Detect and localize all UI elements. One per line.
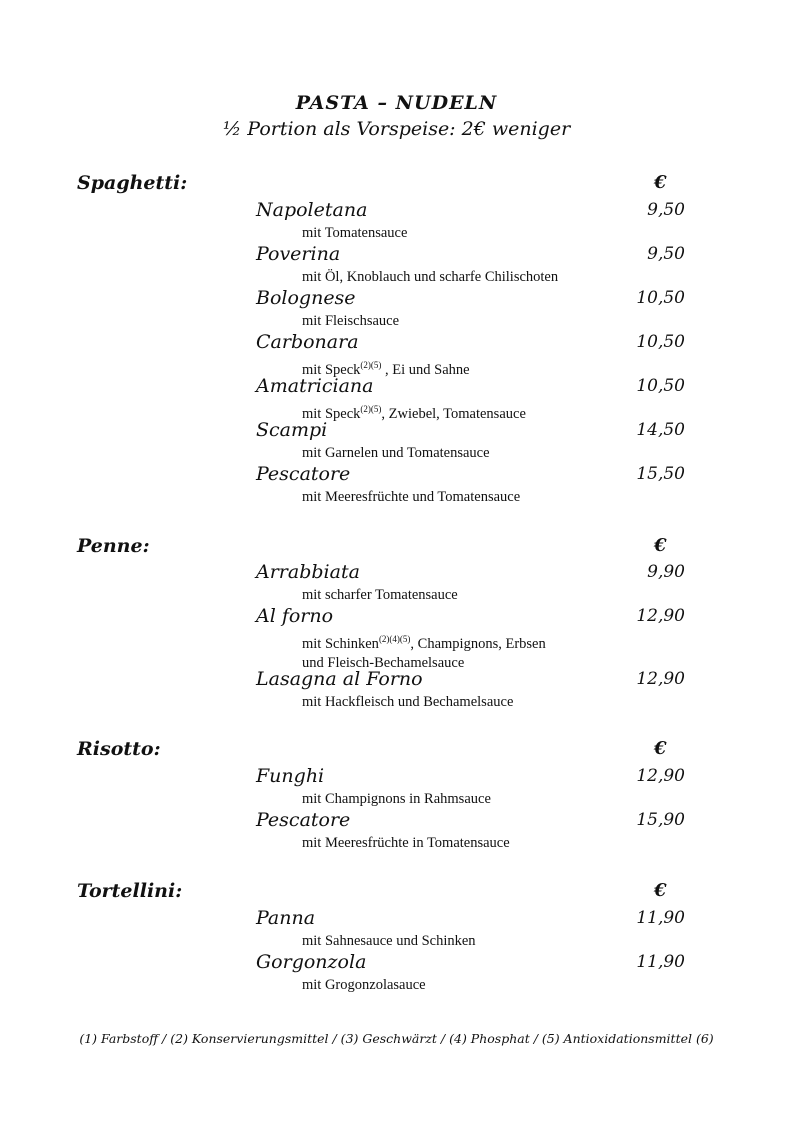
item-price: 10,50: [636, 332, 685, 352]
description-text: mit Garnelen und Tomatensauce: [302, 445, 490, 461]
page-subtitle: ½ Portion als Vorspeise: 2€ weniger: [222, 118, 571, 140]
allergen-codes: (2)(4)(5): [378, 634, 411, 644]
item-description: [302, 312, 622, 331]
description-text: mit Champignons in Rahmsauce: [302, 791, 491, 807]
item-price: 12,90: [636, 606, 685, 626]
item-description: [302, 586, 622, 605]
item-description: [302, 400, 622, 424]
item-price: 15,50: [636, 464, 685, 484]
allergen-codes: (2)(5): [360, 360, 382, 370]
item-name: Panna: [256, 907, 316, 929]
description-text: , Zwiebel, Tomatensauce: [381, 405, 526, 422]
description-text: mit Schinken: [302, 635, 379, 652]
item-description: [302, 976, 622, 995]
section-title: Tortellini:: [77, 880, 183, 902]
currency-symbol: €: [654, 172, 667, 193]
item-name: Bolognese: [256, 287, 356, 309]
allergen-codes: (2)(5): [360, 404, 382, 414]
item-name: Pescatore: [256, 809, 351, 831]
item-price: 11,90: [636, 952, 685, 972]
item-price: 10,50: [636, 288, 685, 308]
item-price: 9,50: [647, 200, 685, 220]
description-text: mit Meeresfrüchte und Tomatensauce: [302, 489, 521, 505]
item-description: [302, 932, 622, 951]
section-title: Spaghetti:: [77, 172, 188, 194]
section-title: Penne:: [77, 535, 150, 557]
description-text: mit scharfer Tomatensauce: [302, 587, 458, 603]
description-text: mit Grogonzolasauce: [302, 977, 426, 993]
description-text: mit Speck: [302, 405, 361, 422]
item-description: [302, 630, 622, 673]
item-price: 9,90: [647, 562, 685, 582]
item-price: 9,50: [647, 244, 685, 264]
allergen-footnote: (1) Farbstoff / (2) Konservierungsmittel / (3) Geschwärzt / (4) Phosphat / (5) Antioxidationsmittel (6): [79, 1031, 714, 1046]
item-name: Napoletana: [256, 199, 368, 221]
description-text: mit Speck: [302, 361, 361, 378]
description-text: mit Fleischsauce: [302, 313, 400, 329]
page-title: PASTA – NUDELN: [295, 92, 498, 114]
item-price: 11,90: [636, 908, 685, 928]
item-name: Carbonara: [256, 331, 359, 353]
description-text: und Fleisch-Bechamelsauce: [302, 654, 465, 671]
description-text: mit Sahnesauce und Schinken: [302, 933, 476, 949]
section-title: Risotto:: [77, 738, 161, 760]
description-text: mit Tomatensauce: [302, 225, 408, 241]
currency-symbol: €: [654, 880, 667, 901]
description-text: , Champignons, Erbsen: [410, 635, 546, 652]
item-price: 12,90: [636, 669, 685, 689]
description-text: mit Öl, Knoblauch und scharfe Chilischoten: [302, 269, 559, 285]
description-text: , Ei und Sahne: [381, 361, 470, 378]
item-description: [302, 790, 622, 809]
item-name: Funghi: [256, 765, 325, 787]
item-name: Al forno: [256, 605, 334, 627]
item-name: Pescatore: [256, 463, 351, 485]
item-price: 10,50: [636, 376, 685, 396]
item-price: 12,90: [636, 766, 685, 786]
description-text: mit Meeresfrüchte in Tomatensauce: [302, 835, 510, 851]
item-name: Amatriciana: [256, 375, 374, 397]
item-name: Arrabbiata: [256, 561, 360, 583]
item-name: Poverina: [256, 243, 341, 265]
item-description: [302, 224, 622, 243]
item-description: [302, 444, 622, 463]
description-text: mit Hackfleisch und Bechamelsauce: [302, 694, 514, 710]
item-description: [302, 268, 622, 287]
item-price: 14,50: [636, 420, 685, 440]
item-price: 15,90: [636, 810, 685, 830]
currency-symbol: €: [654, 535, 667, 556]
currency-symbol: €: [654, 738, 667, 759]
item-name: Lasagna al Forno: [256, 668, 423, 690]
item-description: [302, 693, 622, 712]
item-description: [302, 834, 622, 853]
item-name: Scampi: [256, 419, 328, 441]
item-name: Gorgonzola: [256, 951, 367, 973]
item-description: [302, 488, 622, 507]
